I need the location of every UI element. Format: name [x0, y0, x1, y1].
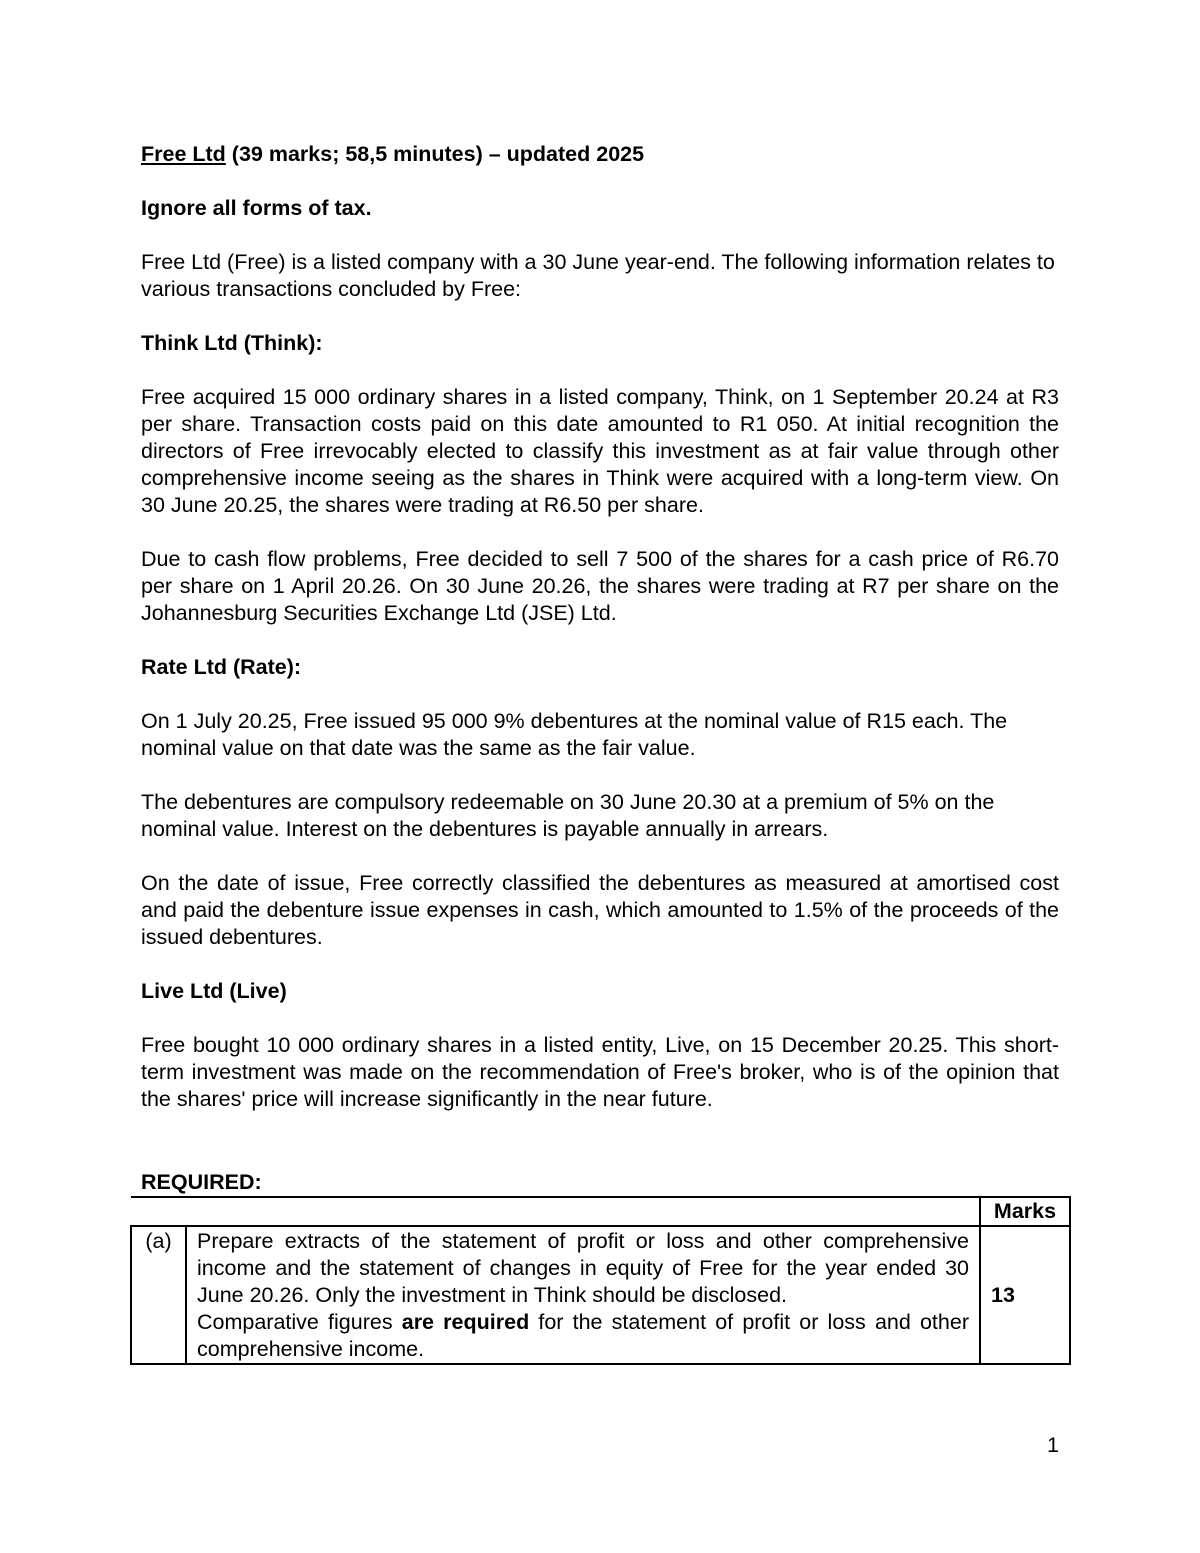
requirement-comparative-text	[197, 1309, 969, 1363]
comparative-text-end: for the statement of profit or loss and other comprehensive income.	[197, 1310, 969, 1361]
think-heading: Think Ltd (Think):	[141, 331, 323, 355]
document-body	[141, 141, 1059, 1140]
table-header-row	[131, 1197, 1070, 1226]
part-label: (a)	[131, 1226, 186, 1364]
page-number: 1	[1047, 1433, 1059, 1457]
requirement-description	[186, 1226, 980, 1364]
comparative-text-start: Comparative figures	[197, 1310, 402, 1334]
rate-heading: Rate Ltd (Rate):	[141, 655, 302, 679]
live-paragraph-1: Free bought 10 000 ordinary shares in a listed entity, Live, on 15 December 20.25. This short-term investment was made on the recommendation of Free's broker, who is of the opinion that the shares' price will increase significantly in the near future.	[141, 1033, 1059, 1111]
live-heading: Live Ltd (Live)	[141, 979, 287, 1003]
title-company-name: Free Ltd	[141, 142, 226, 166]
marks-column-header: Marks	[980, 1197, 1070, 1226]
title-details: (39 marks; 58,5 minutes) – updated 2025	[225, 142, 645, 166]
rate-paragraph-2: The debentures are compulsory redeemable on 30 June 20.30 at a premium of 5% on the nominal value. Interest on the debentures is payable annually in arrears.	[141, 790, 995, 841]
rate-paragraph-1: On 1 July 20.25, Free issued 95 000 9% debentures at the nominal value of R15 each. The nominal value on that date was the same as the fair value.	[141, 709, 1008, 760]
intro-paragraph: Free Ltd (Free) is a listed company with a 30 June year-end. The following information relates to various transactions concluded by Free:	[141, 250, 1055, 301]
think-paragraph-1: Free acquired 15 000 ordinary shares in a listed company, Think, on 1 September 20.24 at R3 per share. Transaction costs paid on this date amounted to R1 050. At initial recognition the directors of Free irrevocably elected to classify this investment as at fair value through other comprehensive income seeing as the shares in Think were acquired with a long-term view. On 30 June 20.25, the shares were trading at R6.50 per share.	[141, 385, 1059, 517]
requirement-main-text: Prepare extracts of the statement of profit or loss and other comprehensive income and the statement of changes in equity of Free for the year ended 30 June 20.26. Only the investment in Think should be disclosed.	[197, 1229, 969, 1307]
comparative-text-emphasis: are required	[401, 1310, 530, 1334]
think-paragraph-2: Due to cash flow problems, Free decided to sell 7 500 of the shares for a cash price of R6.70 per share on 1 April 20.26. On 30 June 20.26, the shares were trading at R7 per share on the Johannesburg Securities Exchange Ltd (JSE) Ltd.	[141, 547, 1059, 625]
table-row	[131, 1226, 1070, 1364]
table-header-blank	[131, 1197, 980, 1226]
rate-paragraph-3: On the date of issue, Free correctly classified the debentures as measured at amortised cost and paid the debenture issue expenses in cash, which amounted to 1.5% of the proceeds of the issued debentures.	[141, 871, 1059, 949]
page-title	[141, 141, 1059, 168]
required-label: REQUIRED:	[141, 1170, 262, 1194]
required-table	[130, 1196, 1071, 1365]
marks-value: 13	[980, 1226, 1070, 1364]
ignore-tax-instruction: Ignore all forms of tax.	[141, 196, 372, 220]
